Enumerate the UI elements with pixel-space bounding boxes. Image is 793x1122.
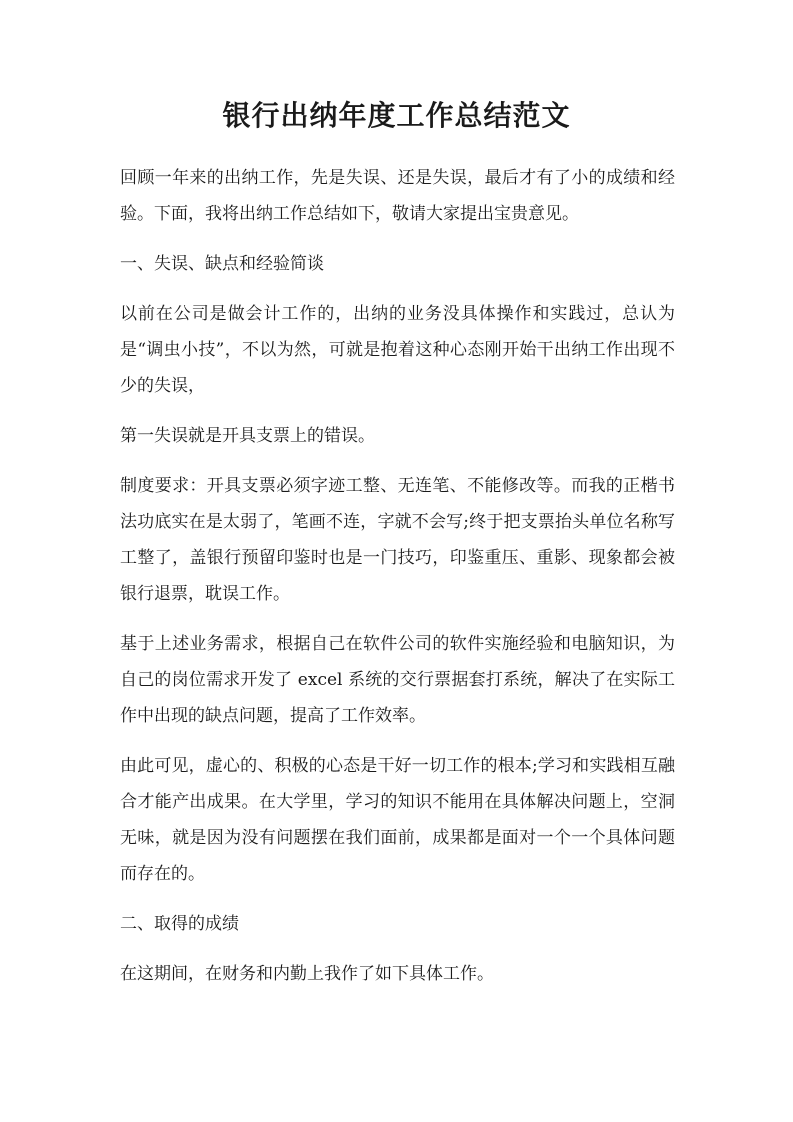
section-heading-mistakes: 一、失误、缺点和经验简谈 [120,254,324,274]
paragraph-first-mistake: 第一失误就是开具支票上的错误。 [120,426,375,446]
paragraph-background: 以前在公司是做会计工作的，出纳的业务没具体操作和实践过，总认为是“调虫小技”，不以为然，可就是抱着这种心态刚开始干出纳工作出现不少的失误， [120,304,675,396]
paragraph-solution: 基于上述业务需求，根据自己在软件公司的软件实施经验和电脑知识，为自己的岗位需求开发了 excel 系统的交行票据套打系统，解决了在实际工作中出现的缺点问题，提高了工作效率。 [120,634,675,726]
paragraph-intro: 回顾一年来的出纳工作，先是失误、还是失误，最后才有了小的成绩和经验。下面，我将出纳工作总结如下，敬请大家提出宝贵意见。 [120,168,675,224]
section-heading-achievements: 二、取得的成绩 [120,914,239,934]
document-body [120,160,675,1006]
paragraph-work-done: 在这期间，在财务和内勤上我作了如下具体工作。 [120,964,494,984]
paragraph-requirements: 制度要求：开具支票必须字迹工整、无连笔、不能修改等。而我的正楷书法功底实在是太弱了，笔画不连，字就不会写;终于把支票抬头单位名称写工整了，盖银行预留印鉴时也是一门技巧，印鉴重压、重影、现象都会被银行退票，耽误工作。 [120,476,675,604]
document-title: 银行出纳年度工作总结范文 [222,99,571,132]
paragraph-reflection: 由此可见，虚心的、积极的心态是干好一切工作的根本;学习和实践相互融合才能产出成果。在大学里，学习的知识不能用在具体解决问题上，空洞无味，就是因为没有问题摆在我们面前，成果都是面对一个一个具体问题而存在的。 [120,756,675,884]
